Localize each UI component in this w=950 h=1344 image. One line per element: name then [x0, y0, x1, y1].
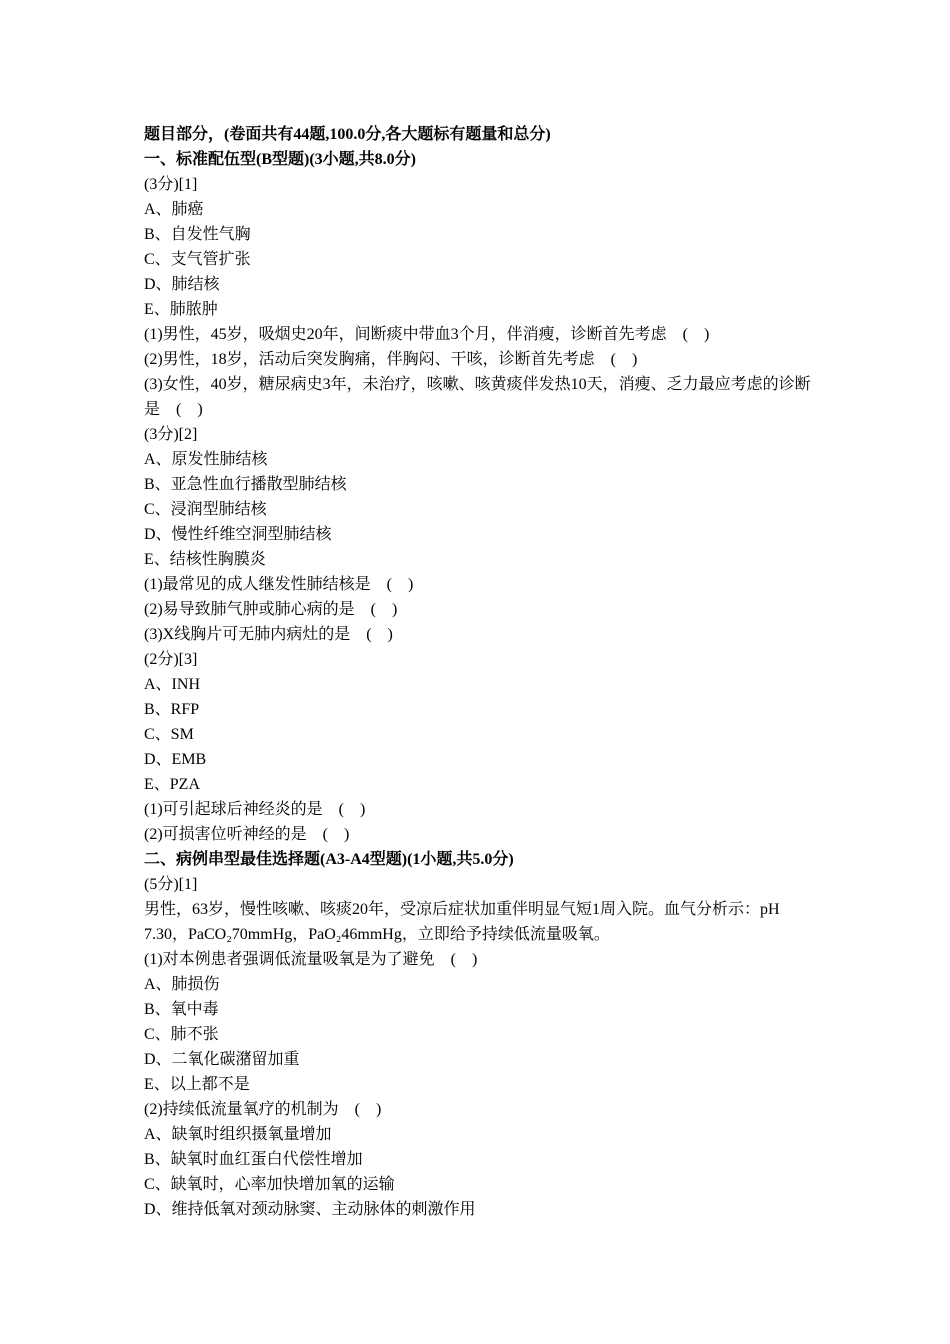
option-item: D、维持低氧对颈动脉窦、主动脉体的刺激作用 [144, 1201, 476, 1218]
document-content [144, 122, 812, 1222]
option-item: B、缺氧时血红蛋白代偿性增加 [144, 1151, 363, 1168]
option-item: E、肺脓肿 [144, 301, 218, 318]
option-item: C、肺不张 [144, 1026, 219, 1043]
option-item: A、INH [144, 676, 200, 693]
question-group-head: (2分)[3] [144, 651, 198, 668]
option-item: E、结核性胸膜炎 [144, 551, 266, 568]
question-item: (3)女性，40岁，糖尿病史3年，未治疗，咳嗽、咳黄痰伴发热10天，消瘦、乏力最应考虑的诊断是 ( ) [144, 376, 811, 418]
section-title: 二、病例串型最佳选择题(A3-A4型题)(1小题,共5.0分) [144, 851, 514, 868]
question-item: (2)可损害位听神经的是 ( ) [144, 826, 350, 843]
question-item: (1)可引起球后神经炎的是 ( ) [144, 801, 366, 818]
question-group-head: (3分)[2] [144, 426, 198, 443]
option-item: B、RFP [144, 701, 200, 718]
question-item: (1)男性，45岁，吸烟史20年，间断痰中带血3个月，伴消瘦，诊断首先考虑 ( ) [144, 326, 710, 343]
question-item: (2)男性，18岁，活动后突发胸痛，伴胸闷、干咳，诊断首先考虑 ( ) [144, 351, 638, 368]
option-item: A、肺损伤 [144, 976, 220, 993]
document-header: 题目部分，(卷面共有44题,100.0分,各大题标有题量和总分) [144, 126, 551, 143]
option-item: C、支气管扩张 [144, 251, 251, 268]
question-group-head: (5分)[1] [144, 876, 198, 893]
option-item: B、自发性气胸 [144, 226, 251, 243]
question-item: (1)对本例患者强调低流量吸氧是为了避免 ( ) [144, 951, 478, 968]
question-item: (3)X线胸片可无肺内病灶的是 ( ) [144, 626, 393, 643]
option-item: D、肺结核 [144, 276, 220, 293]
option-item: D、慢性纤维空洞型肺结核 [144, 526, 332, 543]
question-item: (1)最常见的成人继发性肺结核是 ( ) [144, 576, 414, 593]
option-item: A、肺癌 [144, 201, 204, 218]
section-title: 一、标准配伍型(B型题)(3小题,共8.0分) [144, 151, 416, 168]
question-group-head: (3分)[1] [144, 176, 198, 193]
option-item: C、SM [144, 726, 194, 743]
option-item: E、PZA [144, 776, 201, 793]
option-item: B、氧中毒 [144, 1001, 219, 1018]
option-item: B、亚急性血行播散型肺结核 [144, 476, 347, 493]
option-item: C、浸润型肺结核 [144, 501, 267, 518]
option-item: C、缺氧时，心率加快增加氧的运输 [144, 1176, 395, 1193]
option-item: A、缺氧时组织摄氧量增加 [144, 1126, 332, 1143]
option-item: E、以上都不是 [144, 1076, 250, 1093]
option-item: D、EMB [144, 751, 207, 768]
option-item: D、二氧化碳潴留加重 [144, 1051, 300, 1068]
question-item: (2)持续低流量氧疗的机制为 ( ) [144, 1101, 382, 1118]
option-item: A、原发性肺结核 [144, 451, 268, 468]
case-stem: 男性，63岁，慢性咳嗽、咳痰20年，受凉后症状加重伴明显气短1周入院。血气分析示：pH 7.30，PaCO₂70mmHg，PaO₂46mmHg，立即给予持续低流量吸氧。 [144, 901, 784, 943]
question-item: (2)易导致肺气肿或肺心病的是 ( ) [144, 601, 398, 618]
